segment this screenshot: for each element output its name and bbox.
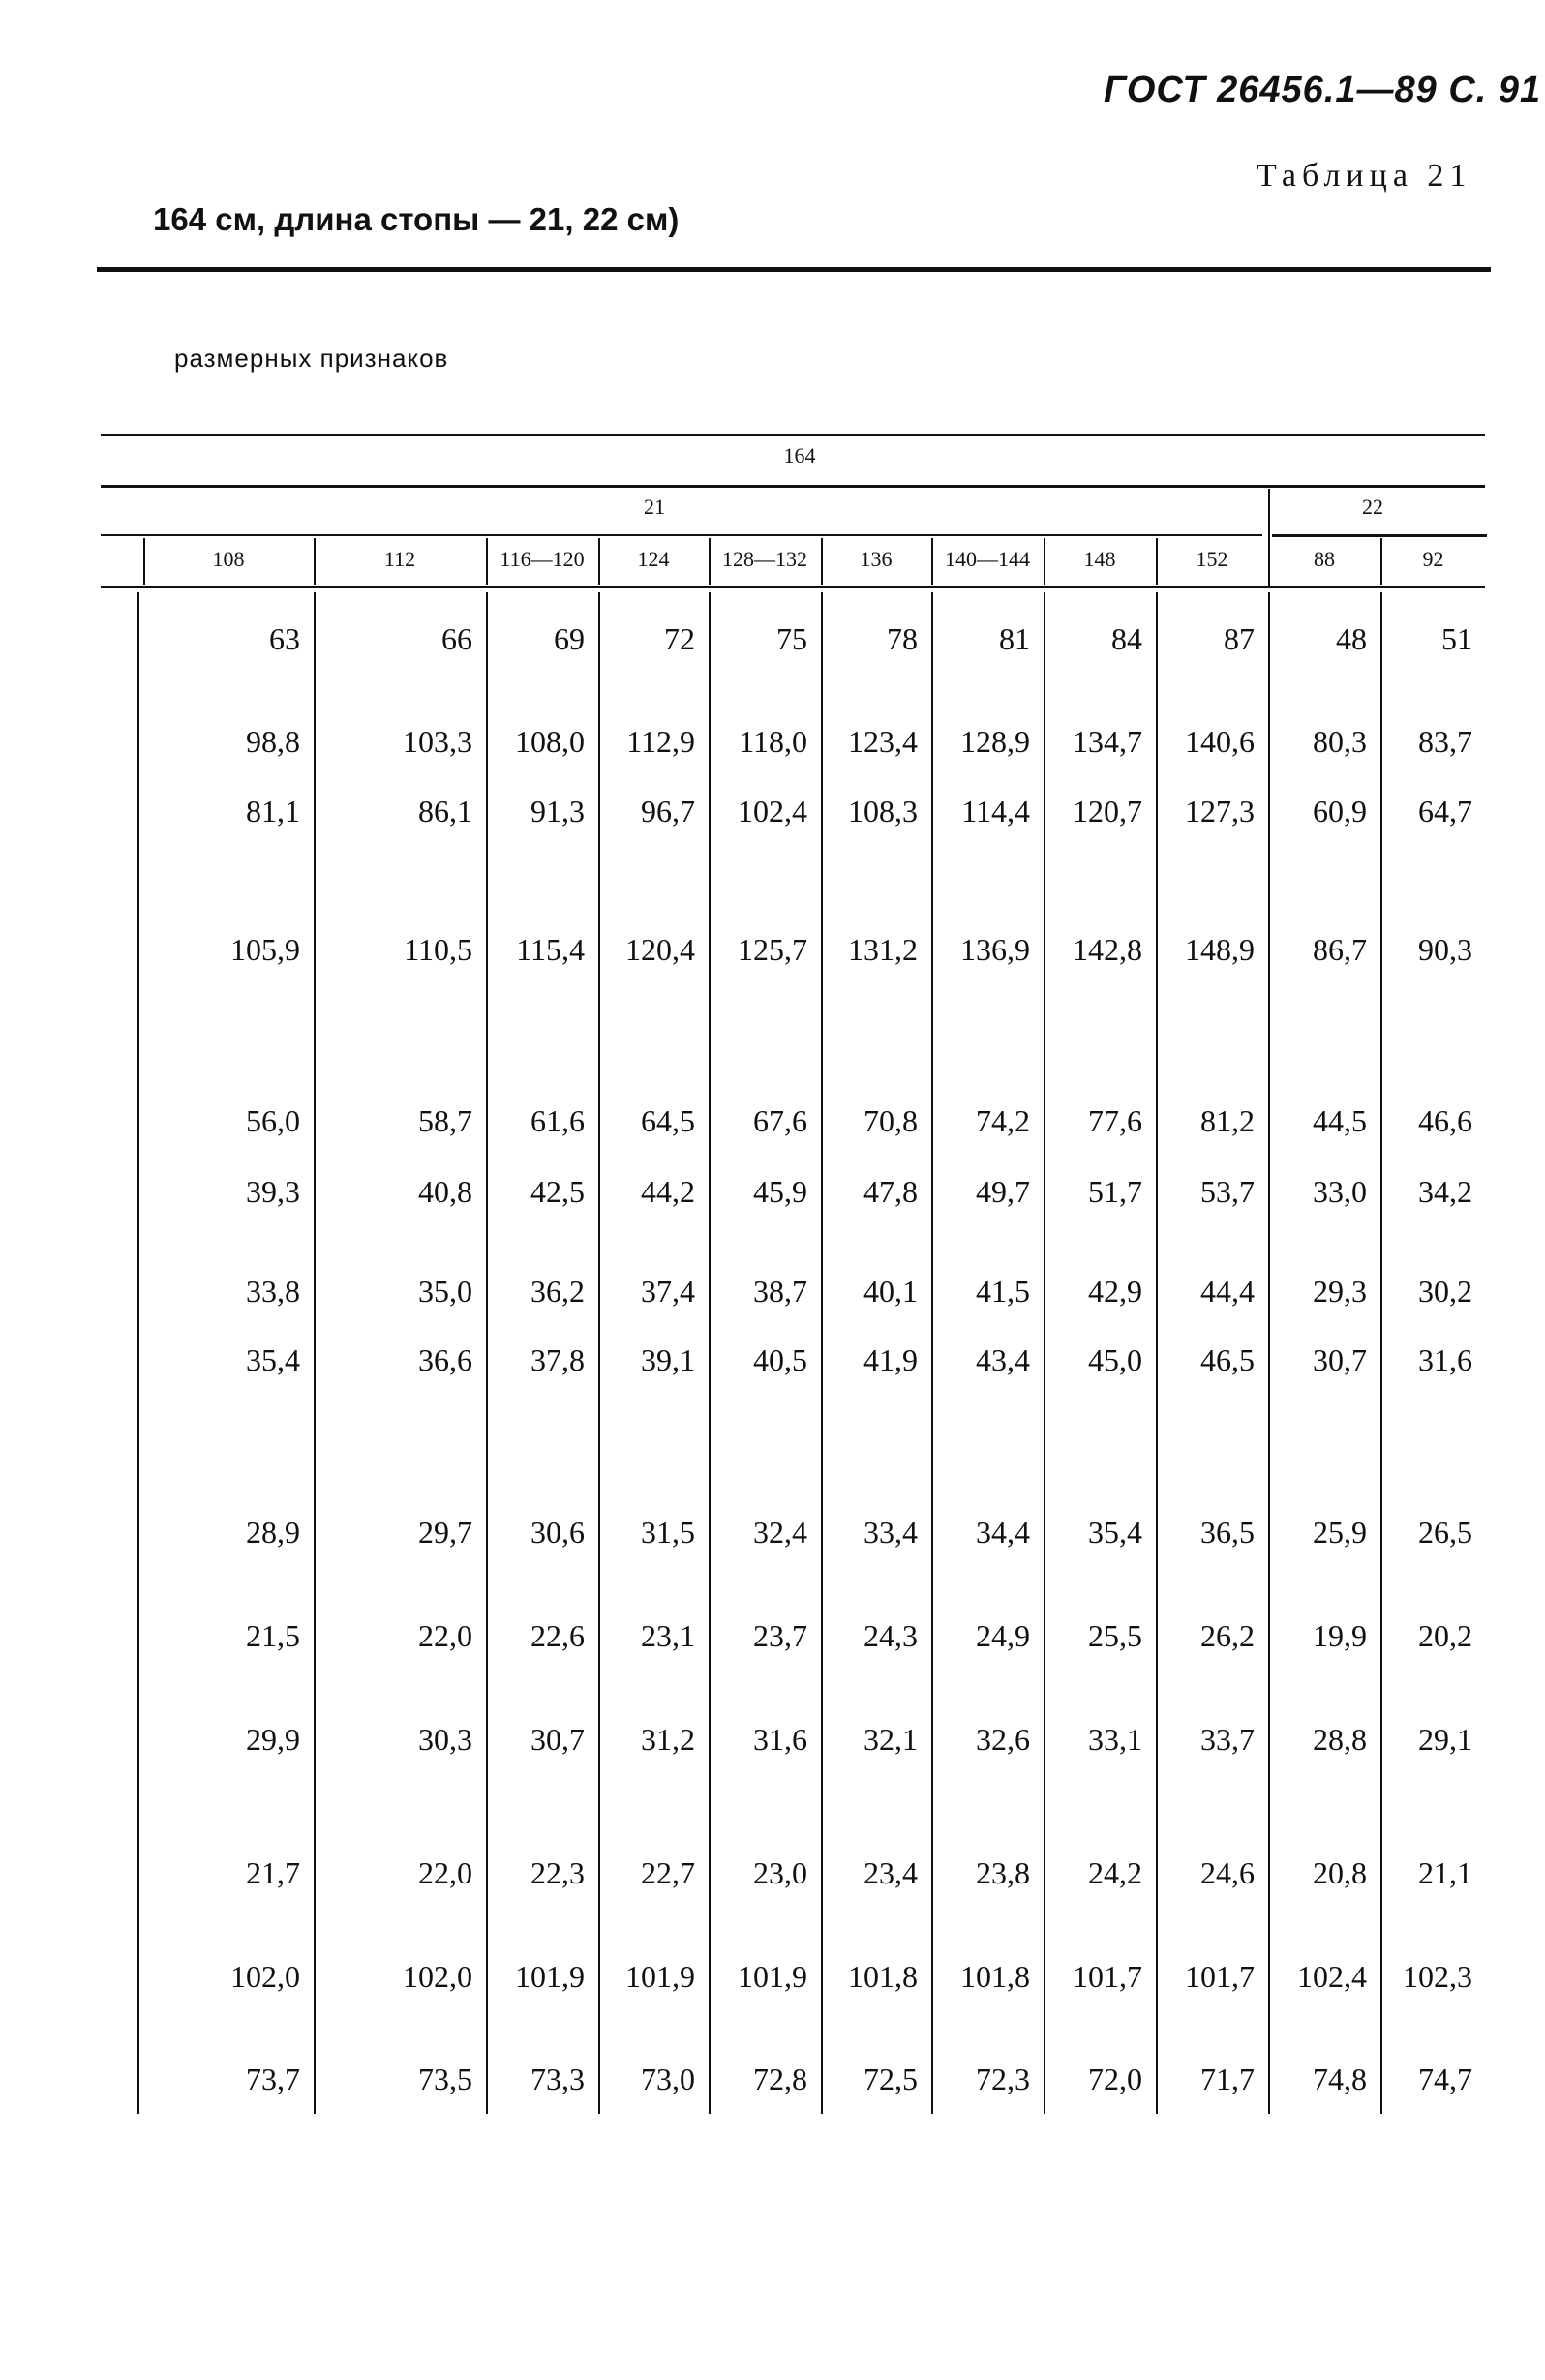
table-cell: 22,0 bbox=[418, 1618, 472, 1653]
table-cell: 114,4 bbox=[961, 794, 1030, 828]
table-cell: 35,4 bbox=[1088, 1515, 1142, 1550]
column-divider bbox=[598, 592, 600, 2114]
column-divider bbox=[821, 592, 823, 2114]
table-cell: 127,3 bbox=[1185, 794, 1255, 828]
table-cell: 69 bbox=[554, 621, 585, 656]
table-cell: 31,5 bbox=[641, 1515, 695, 1550]
column-header: 108 bbox=[212, 547, 245, 571]
table-cell: 47,8 bbox=[863, 1174, 918, 1209]
column-header-divider bbox=[598, 538, 600, 585]
table-cell: 72,3 bbox=[976, 2062, 1030, 2096]
column-header: 88 bbox=[1314, 547, 1335, 571]
table-cell: 34,4 bbox=[976, 1515, 1030, 1550]
table-cell: 74,7 bbox=[1418, 2062, 1472, 2096]
table-cell: 22,6 bbox=[530, 1618, 585, 1653]
header-rule-foot-22 bbox=[1272, 534, 1487, 537]
table-cell: 30,6 bbox=[530, 1515, 585, 1550]
table-cell: 72,5 bbox=[863, 2062, 918, 2096]
column-divider bbox=[1156, 592, 1158, 2114]
table-cell: 36,6 bbox=[418, 1342, 472, 1377]
column-header-divider bbox=[931, 538, 933, 585]
column-divider bbox=[137, 592, 139, 2114]
table-cell: 101,9 bbox=[625, 1959, 695, 1994]
table-cell: 39,1 bbox=[641, 1342, 695, 1377]
table-cell: 72 bbox=[664, 621, 695, 656]
table-cell: 41,9 bbox=[863, 1342, 918, 1377]
table-cell: 20,8 bbox=[1313, 1855, 1367, 1890]
table-cell: 38,7 bbox=[753, 1274, 807, 1309]
table-cell: 23,7 bbox=[753, 1618, 807, 1653]
table-cell: 34,2 bbox=[1418, 1174, 1472, 1209]
table-cell: 56,0 bbox=[246, 1103, 300, 1138]
table-cell: 90,3 bbox=[1418, 932, 1472, 967]
table-cell: 29,1 bbox=[1418, 1722, 1472, 1757]
column-header-divider bbox=[1268, 538, 1270, 585]
table-cell: 91,3 bbox=[530, 794, 585, 828]
table-cell: 84 bbox=[1111, 621, 1142, 656]
table-cell: 30,2 bbox=[1418, 1274, 1472, 1309]
table-cell: 30,3 bbox=[418, 1722, 472, 1757]
table-cell: 60,9 bbox=[1313, 794, 1367, 828]
table-cell: 101,9 bbox=[515, 1959, 585, 1994]
table-cell: 44,5 bbox=[1313, 1103, 1367, 1138]
table-cell: 66 bbox=[441, 621, 472, 656]
table-cell: 35,0 bbox=[418, 1274, 472, 1309]
column-header-divider bbox=[143, 538, 145, 585]
table-cell: 131,2 bbox=[848, 932, 918, 967]
column-header: 148 bbox=[1083, 547, 1116, 571]
table-cell: 31,6 bbox=[1418, 1342, 1472, 1377]
table-cell: 74,8 bbox=[1313, 2062, 1367, 2096]
column-header-divider bbox=[1044, 538, 1045, 585]
table-cell: 29,3 bbox=[1313, 1274, 1367, 1309]
table-cell: 128,9 bbox=[960, 724, 1030, 759]
table-cell: 120,4 bbox=[625, 932, 695, 967]
column-divider bbox=[486, 592, 488, 2114]
table-cell: 33,7 bbox=[1200, 1722, 1255, 1757]
header-rule-foot-21 bbox=[101, 534, 1262, 536]
table-cell: 26,5 bbox=[1418, 1515, 1472, 1550]
table-cell: 73,7 bbox=[246, 2062, 300, 2096]
height-label: 164 bbox=[783, 443, 816, 467]
header-rule-height bbox=[101, 485, 1485, 488]
table-cell: 26,2 bbox=[1200, 1618, 1255, 1653]
table-cell: 74,2 bbox=[976, 1103, 1030, 1138]
table-cell: 23,8 bbox=[976, 1855, 1030, 1890]
table-cell: 36,2 bbox=[530, 1274, 585, 1309]
table-cell: 40,5 bbox=[753, 1342, 807, 1377]
table-cell: 101,7 bbox=[1185, 1959, 1255, 1994]
table-cell: 73,0 bbox=[641, 2062, 695, 2096]
table-cell: 39,3 bbox=[246, 1174, 300, 1209]
table-cell: 36,5 bbox=[1200, 1515, 1255, 1550]
table-cell: 37,4 bbox=[641, 1274, 695, 1309]
table-cell: 102,0 bbox=[403, 1959, 472, 1994]
table-cell: 23,4 bbox=[863, 1855, 918, 1890]
column-header: 124 bbox=[637, 547, 670, 571]
table-cell: 29,9 bbox=[246, 1722, 300, 1757]
column-header: 128—132 bbox=[722, 547, 807, 571]
table-cell: 33,1 bbox=[1088, 1722, 1142, 1757]
table-cell: 51,7 bbox=[1088, 1174, 1142, 1209]
table-cell: 136,9 bbox=[960, 932, 1030, 967]
table-cell: 28,9 bbox=[246, 1515, 300, 1550]
table-cell: 75 bbox=[776, 621, 807, 656]
column-header: 140—144 bbox=[945, 547, 1030, 571]
table-cell: 102,3 bbox=[1403, 1959, 1472, 1994]
table-cell: 134,7 bbox=[1073, 724, 1142, 759]
table-cell: 23,0 bbox=[753, 1855, 807, 1890]
table-cell: 20,2 bbox=[1418, 1618, 1472, 1653]
table-cell: 58,7 bbox=[418, 1103, 472, 1138]
table-cell: 87 bbox=[1224, 621, 1255, 656]
table-cell: 24,3 bbox=[863, 1618, 918, 1653]
table-cell: 42,9 bbox=[1088, 1274, 1142, 1309]
table-cell: 31,6 bbox=[753, 1722, 807, 1757]
table-cell: 44,4 bbox=[1200, 1274, 1255, 1309]
table-cell: 83,7 bbox=[1418, 724, 1472, 759]
table-cell: 64,5 bbox=[641, 1103, 695, 1138]
table-cell: 49,7 bbox=[976, 1174, 1030, 1209]
table-cell: 142,8 bbox=[1073, 932, 1142, 967]
table-cell: 21,1 bbox=[1418, 1855, 1472, 1890]
table-cell: 30,7 bbox=[530, 1722, 585, 1757]
table-cell: 71,7 bbox=[1200, 2062, 1255, 2096]
table-cell: 64,7 bbox=[1418, 794, 1472, 828]
column-header-divider bbox=[486, 538, 488, 585]
table-cell: 78 bbox=[887, 621, 918, 656]
column-header-divider bbox=[821, 538, 823, 585]
table-cell: 25,5 bbox=[1088, 1618, 1142, 1653]
column-header-divider bbox=[709, 538, 711, 585]
table-cell: 86,7 bbox=[1313, 932, 1367, 967]
table-cell: 63 bbox=[269, 621, 300, 656]
table-cell: 70,8 bbox=[863, 1103, 918, 1138]
table-cell: 24,2 bbox=[1088, 1855, 1142, 1890]
table-cell: 81,1 bbox=[246, 794, 300, 828]
table-cell: 101,8 bbox=[960, 1959, 1030, 1994]
table-cell: 81,2 bbox=[1200, 1103, 1255, 1138]
table-cell: 19,9 bbox=[1313, 1618, 1367, 1653]
table-cell: 46,6 bbox=[1418, 1103, 1472, 1138]
table-cell: 102,4 bbox=[738, 794, 807, 828]
table-cell: 118,0 bbox=[739, 724, 807, 759]
table-cell: 32,4 bbox=[753, 1515, 807, 1550]
table-cell: 101,8 bbox=[848, 1959, 918, 1994]
section-label: размерных признаков bbox=[174, 344, 449, 373]
table-cell: 102,4 bbox=[1297, 1959, 1367, 1994]
table-cell: 51 bbox=[1441, 621, 1472, 656]
table-cell: 32,1 bbox=[863, 1722, 918, 1757]
table-cell: 43,4 bbox=[976, 1342, 1030, 1377]
title-rule bbox=[97, 267, 1491, 272]
table-cell: 45,9 bbox=[753, 1174, 807, 1209]
table-cell: 98,8 bbox=[246, 724, 300, 759]
table-cell: 101,7 bbox=[1073, 1959, 1142, 1994]
table-cell: 48 bbox=[1336, 621, 1367, 656]
table-cell: 32,6 bbox=[976, 1722, 1030, 1757]
table-cell: 110,5 bbox=[404, 932, 472, 967]
table-cell: 37,8 bbox=[530, 1342, 585, 1377]
table-cell: 22,0 bbox=[418, 1855, 472, 1890]
table-cell: 41,5 bbox=[976, 1274, 1030, 1309]
table-cell: 61,6 bbox=[530, 1103, 585, 1138]
standard-code-header: ГОСТ 26456.1—89 С. 91 bbox=[1104, 70, 1542, 110]
table-cell: 72,8 bbox=[753, 2062, 807, 2096]
column-divider bbox=[314, 592, 316, 2114]
table-cell: 22,3 bbox=[530, 1855, 585, 1890]
table-cell: 33,0 bbox=[1313, 1174, 1367, 1209]
table-cell: 123,4 bbox=[848, 724, 918, 759]
table-cell: 73,5 bbox=[418, 2062, 472, 2096]
table-cell: 80,3 bbox=[1313, 724, 1367, 759]
table-cell: 120,7 bbox=[1073, 794, 1142, 828]
foot-group-21: 21 bbox=[644, 495, 665, 519]
table-cell: 23,1 bbox=[641, 1618, 695, 1653]
column-divider bbox=[709, 592, 711, 2114]
table-cell: 29,7 bbox=[418, 1515, 472, 1550]
table-cell: 31,2 bbox=[641, 1722, 695, 1757]
column-header: 92 bbox=[1422, 547, 1444, 571]
column-header: 152 bbox=[1196, 547, 1228, 571]
table-number-label: Таблица 21 bbox=[1257, 158, 1472, 194]
table-cell: 25,9 bbox=[1313, 1515, 1367, 1550]
table-cell: 96,7 bbox=[641, 794, 695, 828]
column-divider bbox=[1268, 592, 1270, 2114]
table-cell: 103,3 bbox=[403, 724, 472, 759]
table-cell: 33,8 bbox=[246, 1274, 300, 1309]
column-header-divider bbox=[314, 538, 316, 585]
table-cell: 30,7 bbox=[1313, 1342, 1367, 1377]
table-cell: 21,5 bbox=[246, 1618, 300, 1653]
table-cell: 102,0 bbox=[230, 1959, 300, 1994]
header-rule-bottom bbox=[101, 586, 1485, 588]
table-cell: 33,4 bbox=[863, 1515, 918, 1550]
table-cell: 46,5 bbox=[1200, 1342, 1255, 1377]
table-cell: 28,8 bbox=[1313, 1722, 1367, 1757]
table-cell: 86,1 bbox=[418, 794, 472, 828]
table-cell: 81 bbox=[999, 621, 1030, 656]
table-cell: 125,7 bbox=[738, 932, 807, 967]
table-cell: 101,9 bbox=[738, 1959, 807, 1994]
table-cell: 42,5 bbox=[530, 1174, 585, 1209]
column-header: 112 bbox=[383, 547, 416, 571]
table-cell: 108,3 bbox=[848, 794, 918, 828]
column-header: 136 bbox=[860, 547, 893, 571]
table-cell: 53,7 bbox=[1200, 1174, 1255, 1209]
table-cell: 77,6 bbox=[1088, 1103, 1142, 1138]
table-cell: 72,0 bbox=[1088, 2062, 1142, 2096]
table-cell: 67,6 bbox=[753, 1103, 807, 1138]
table-cell: 40,8 bbox=[418, 1174, 472, 1209]
table-cell: 140,6 bbox=[1185, 724, 1255, 759]
table-cell: 108,0 bbox=[515, 724, 585, 759]
table-subtitle: 164 см, длина стопы — 21, 22 см) bbox=[153, 201, 680, 237]
table-cell: 112,9 bbox=[626, 724, 695, 759]
column-header-divider bbox=[1156, 538, 1158, 585]
table-cell: 105,9 bbox=[230, 932, 300, 967]
table-cell: 115,4 bbox=[516, 932, 585, 967]
column-header-divider bbox=[1380, 538, 1382, 585]
foot-group-22: 22 bbox=[1362, 495, 1383, 519]
table-cell: 44,2 bbox=[641, 1174, 695, 1209]
table-cell: 24,9 bbox=[976, 1618, 1030, 1653]
table-cell: 24,6 bbox=[1200, 1855, 1255, 1890]
table-cell: 40,1 bbox=[863, 1274, 918, 1309]
table-cell: 45,0 bbox=[1088, 1342, 1142, 1377]
header-rule-top bbox=[101, 434, 1485, 436]
table-cell: 148,9 bbox=[1185, 932, 1255, 967]
column-divider bbox=[1380, 592, 1382, 2114]
table-cell: 35,4 bbox=[246, 1342, 300, 1377]
column-divider bbox=[1044, 592, 1045, 2114]
column-header: 116—120 bbox=[500, 547, 585, 571]
table-cell: 22,7 bbox=[641, 1855, 695, 1890]
column-divider bbox=[931, 592, 933, 2114]
table-cell: 73,3 bbox=[530, 2062, 585, 2096]
table-cell: 21,7 bbox=[246, 1855, 300, 1890]
